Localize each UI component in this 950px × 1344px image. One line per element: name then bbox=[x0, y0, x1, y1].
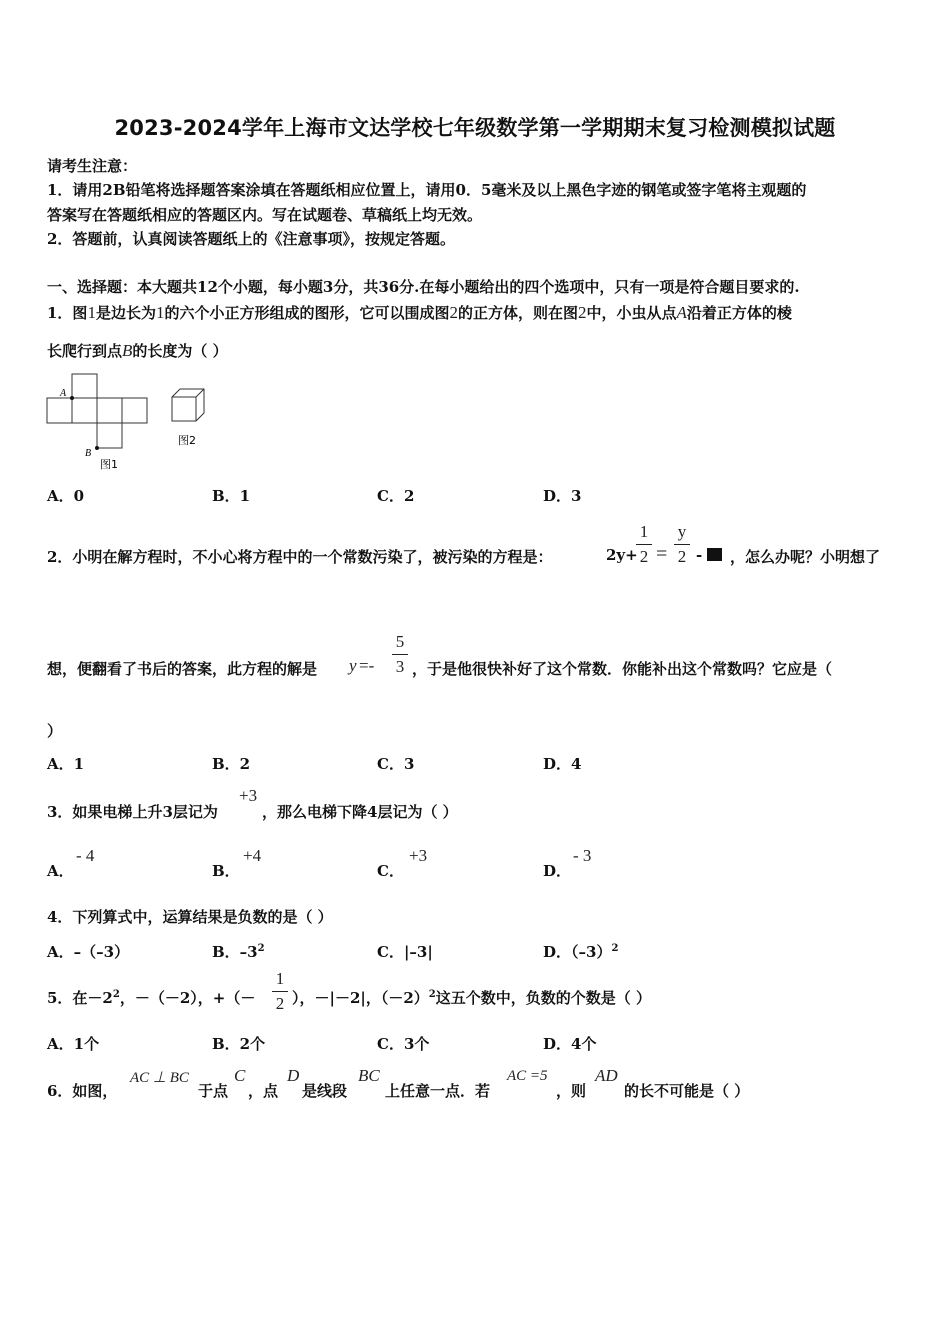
q2-sol-eq: =- bbox=[359, 656, 375, 675]
notice-line-1a: 1．请用2B铅笔将选择题答案涂填在答题纸相应位置上，请用0．5毫米及以上黑色字迹的钢笔或签字笔将主观题的 bbox=[47, 181, 807, 199]
notice-heading: 请考生注意： bbox=[47, 157, 138, 175]
q2-text-3: 想，便翻看了书后的答案，此方程的解是 bbox=[47, 660, 318, 678]
q6-text-1: 6．如图， bbox=[47, 1082, 118, 1100]
q3-text-2: ，那么电梯下降4层记为（ ） bbox=[262, 803, 458, 821]
fig2-caption: 图2 bbox=[178, 434, 196, 447]
q4-option-a[interactable]: A．–（–3） bbox=[47, 943, 130, 961]
ink-blot bbox=[707, 548, 722, 561]
q4-option-b[interactable]: B．$-3^2$ bbox=[212, 943, 265, 961]
q3-option-a[interactable]: A． bbox=[47, 862, 74, 880]
q2-eq-sign: = bbox=[656, 543, 668, 565]
q6-math-ac-eq: AC =5 bbox=[507, 1068, 548, 1084]
q5-option-d[interactable]: D．4个 bbox=[543, 1035, 597, 1053]
cube-drawing bbox=[172, 389, 204, 421]
q4-option-d[interactable]: D．$(-3)^2$ bbox=[543, 943, 619, 961]
q2-fraction-2: y 2 bbox=[674, 522, 690, 567]
q5-option-b[interactable]: B．2个 bbox=[212, 1035, 266, 1053]
fig1-caption: 图1 bbox=[100, 458, 118, 471]
q4-text: 4．下列算式中，运算结果是负数的是（ ） bbox=[47, 908, 333, 926]
q6-math-d: D bbox=[287, 1066, 300, 1085]
q1-option-d[interactable]: D．3 bbox=[543, 487, 582, 505]
q2-text-1: 2．小明在解方程时，不小心将方程中的一个常数污染了，被污染的方程是： bbox=[47, 548, 553, 566]
q3-value: +3 bbox=[239, 786, 258, 805]
q1-option-a[interactable]: A．0 bbox=[47, 487, 85, 505]
q1-cube-net-figure bbox=[40, 370, 220, 475]
q3-option-b[interactable]: B． bbox=[212, 862, 240, 880]
q6-text-6: ，则 bbox=[556, 1082, 587, 1100]
q6-math-ad: AD bbox=[595, 1066, 618, 1085]
notice-line-1b: 答案写在答题纸相应的答题区内。写在试题卷、草稿纸上均无效。 bbox=[47, 206, 483, 224]
q1-option-c[interactable]: C．2 bbox=[377, 487, 415, 505]
page-title: 2023-2024学年上海市文达学校七年级数学第一学期期末复习检测模拟试题 bbox=[114, 116, 836, 140]
q1-line-2: 长爬行到点B的长度为（ ） bbox=[47, 341, 228, 360]
q3-option-d[interactable]: D． bbox=[543, 862, 572, 880]
q2-option-b[interactable]: B．2 bbox=[212, 755, 251, 773]
label-a: A bbox=[60, 388, 67, 399]
q2-text-4: ，于是他很快补好了这个常数．你能补出这个常数吗？它应是（ bbox=[412, 660, 833, 678]
q2-eq-minus: - bbox=[696, 546, 722, 564]
q6-math-bc: BC bbox=[358, 1066, 380, 1085]
q6-text-4: 是线段 bbox=[302, 1082, 348, 1100]
q2-text-5: ） bbox=[47, 722, 63, 740]
q6-text-2: 于点 bbox=[198, 1082, 229, 1100]
q5-fraction: 1 2 bbox=[272, 969, 288, 1014]
q2-fraction-3: 5 3 bbox=[392, 632, 408, 677]
q4-option-c[interactable]: C．|–3| bbox=[377, 943, 433, 961]
notice-line-2: 2．答题前，认真阅读答题纸上的《注意事项》，按规定答题。 bbox=[47, 230, 455, 248]
q3-option-c[interactable]: C． bbox=[377, 862, 404, 880]
q3-text-1: 3．如果电梯上升3层记为 bbox=[47, 803, 218, 821]
q1-option-b[interactable]: B．1 bbox=[212, 487, 251, 505]
q6-text-3: ，点 bbox=[248, 1082, 279, 1100]
q6-text-7: 的长不可能是（ ） bbox=[624, 1082, 750, 1100]
q6-math-ac-perp-bc: AC ⊥ BC bbox=[130, 1070, 189, 1086]
q5-text-2: ），－|－2|，$(-2)^2$这五个数中，负数的个数是（ ） bbox=[292, 989, 651, 1007]
q2-option-a[interactable]: A．1 bbox=[47, 755, 85, 773]
point-b-dot bbox=[95, 446, 99, 450]
point-a-dot bbox=[70, 396, 74, 400]
q2-text-2: ，怎么办呢？小明想了 bbox=[730, 548, 881, 566]
q1-line-1: 1．图1是边长为1的六个小正方形组成的图形，它可以围成图2的正方体，则在图2中，小虫从点A沿着正方体的棱 bbox=[47, 303, 792, 322]
q2-eq-lhs: 2y+ bbox=[606, 546, 638, 564]
label-b: B bbox=[85, 448, 92, 459]
q3-option-c-value: +3 bbox=[409, 846, 428, 865]
section-heading: 一、选择题：本大题共12个小题，每小题3分，共36分.在每小题给出的四个选项中，只有一项是符合题目要求的. bbox=[47, 278, 800, 296]
q2-sol-var: y bbox=[349, 656, 357, 675]
q3-option-b-value: +4 bbox=[243, 846, 262, 865]
q5-text-1: 5．在$-2^2$，－（－2），+（－ bbox=[47, 989, 256, 1007]
q5-option-c[interactable]: C．3个 bbox=[377, 1035, 430, 1053]
q6-math-c: C bbox=[234, 1066, 246, 1085]
q2-option-d[interactable]: D．4 bbox=[543, 755, 582, 773]
q2-option-c[interactable]: C．3 bbox=[377, 755, 415, 773]
q2-fraction-1: 1 2 bbox=[636, 522, 652, 567]
q5-option-a[interactable]: A．1个 bbox=[47, 1035, 100, 1053]
q6-text-5: 上任意一点．若 bbox=[385, 1082, 491, 1100]
q3-option-a-value: - 4 bbox=[76, 846, 95, 865]
q3-option-d-value: - 3 bbox=[573, 846, 592, 865]
